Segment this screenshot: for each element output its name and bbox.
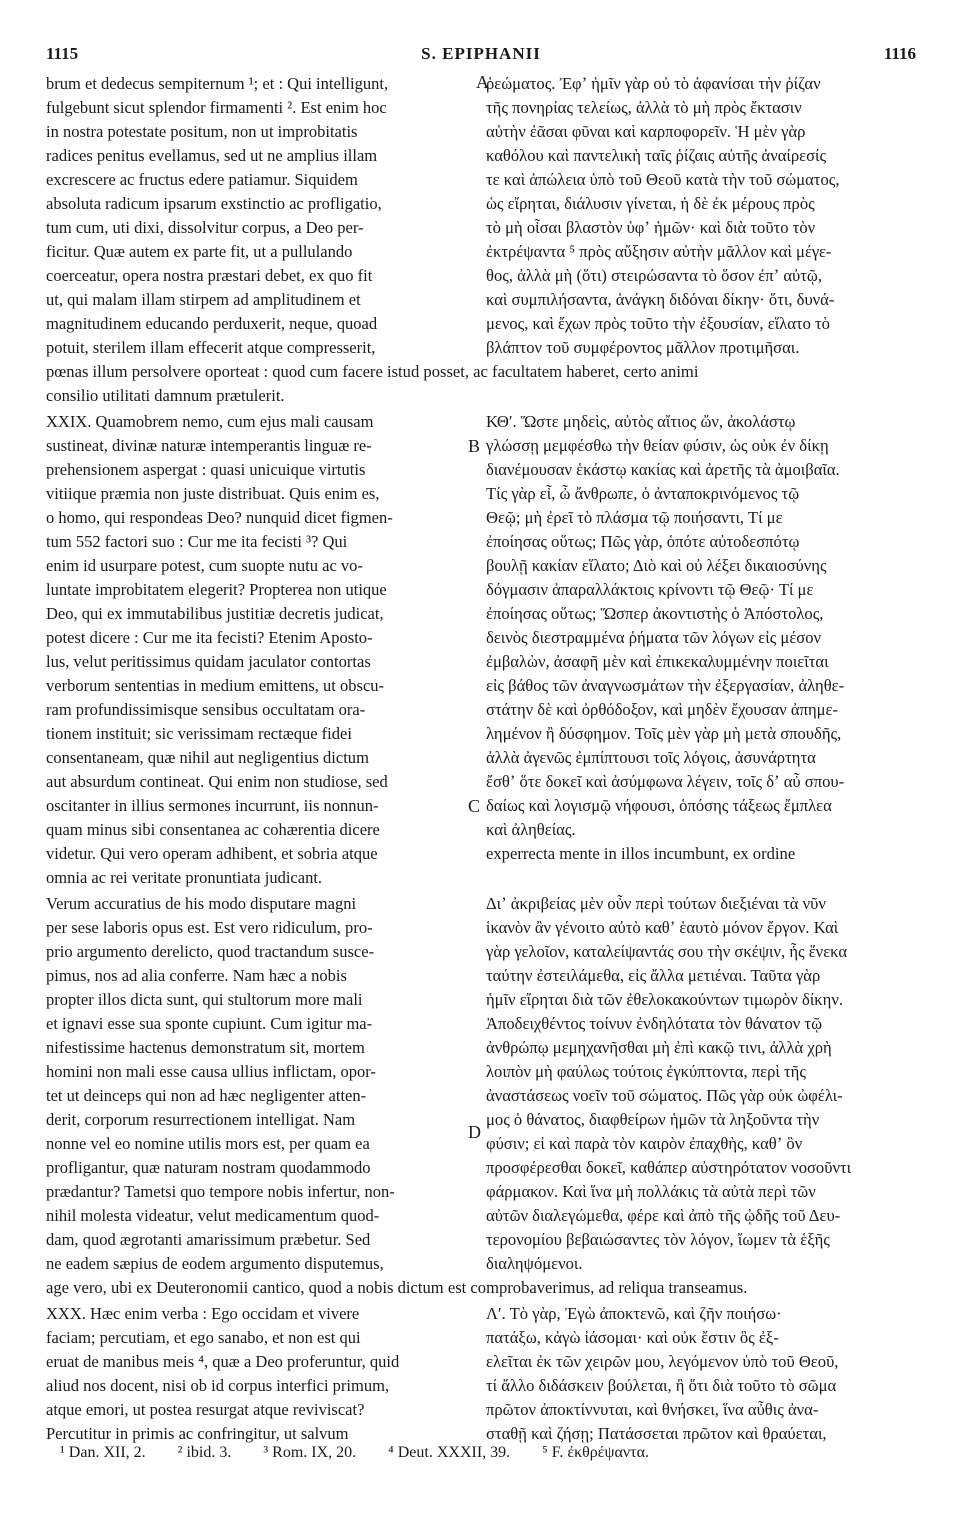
page-header xyxy=(46,44,916,66)
latin-text-line: atque emori, ut postea resurgat atque reviviscat? xyxy=(46,1400,365,1419)
greek-text-line: Διʼ ἀκριβείας μὲν οὖν περὶ τούτων διεξιέναι τὰ νῦν xyxy=(486,894,826,913)
latin-text-line: aliud nos docent, nisi ob id corpus interfici primum, xyxy=(46,1376,390,1395)
greek-text-line: ἡμῖν εἴρηται διὰ τῶν ἐθελοκακούντων τιμωρὸν δίκην. xyxy=(486,990,843,1009)
latin-text-line: nihil molesta videatur, velut medicamentum quod- xyxy=(46,1206,380,1225)
latin-text-line: ut, qui malam illam stirpem ad amplitudinem et xyxy=(46,290,361,309)
latin-text-line: fulgebunt sicut splendor firmamenti ². Est enim hoc xyxy=(46,98,387,117)
greek-text-line: μενος, καὶ ἔχων πρὸς τοῦτο τὴν ἐξουσίαν, εἵλατο τὸ xyxy=(486,314,830,333)
left-page-number: 1115 xyxy=(46,44,79,63)
greek-text-line: ἱκανὸν ἂν γένοιτο αὐτὸ καθʼ ἑαυτὸ μόνον ἔργον. Καὶ xyxy=(486,918,839,937)
greek-text-line: λημένον ἢ δύσφημον. Τοῖς μὲν γὰρ μὴ μετὰ σπουδῆς, xyxy=(486,724,842,743)
latin-text-line: aut absurdum contineat. Qui enim non studiose, sed xyxy=(46,772,388,791)
greek-text-line: γὰρ γελοῖον, καταλείψαντάς σου τὴν σκέψιν, ἧς ἕνεκα xyxy=(486,942,848,961)
greek-text-line: Τίς γὰρ εἶ, ὦ ἄνθρωπε, ὁ ἀνταποκρινόμενος τῷ xyxy=(486,484,800,503)
greek-text-line: δόγμασιν ἀπαραλλάκτοις κρίνοντι τῷ Θεῷ· Τί με xyxy=(486,580,814,599)
latin-text-line: consilio utilitati damnum prætulerit. xyxy=(46,386,285,405)
greek-text-line: εἰς βάθος τῶν ἀναγνωσμάτων τὴν ἐξεργασίαν, ἀληθε- xyxy=(486,676,845,695)
latin-text-line: radices penitus evellamus, sed ut ne amplius illam xyxy=(46,146,378,165)
greek-text-line: ῥεώματος. Ἐφʼ ἡμῖν γὰρ οὐ τὸ ἀφανίσαι τὴν ῥίζαν xyxy=(486,74,821,93)
greek-text-line: αὐτῶν διαλεγώμεθα, φέρε καὶ ἀπὸ τῆς ᾠδῆς τοῦ Δευ- xyxy=(486,1206,841,1225)
greek-text-line: ὡς εἴρηται, διάλυσιν γίνεται, ἡ δὲ ἐκ μέρους πρὸς xyxy=(486,194,815,213)
greek-text-line: φύσιν; εἰ καὶ παρὰ τὸν καιρὸν ἐπαχθὴς, καθʼ ὃν xyxy=(486,1134,803,1153)
greek-text-line: προσφέρεσθαι δοκεῖ, καθάπερ αὐστηρότατον νοσοῦντι xyxy=(486,1158,852,1177)
greek-text-line: Ἀποδειχθέντος τοίνυν ἐνδηλότατα τὸν θάνατον τῷ xyxy=(486,1014,823,1033)
greek-text-line: διανέμουσαν ἑκάστῳ κακίας καὶ ἀρετῆς τὰ ἀμοιβαῖα. xyxy=(486,460,840,479)
greek-text-line: experrecta mente in illos incumbunt, ex ordine xyxy=(486,844,796,863)
footnote: ⁵ F. ἐκθρέψαντα. xyxy=(542,1444,649,1461)
latin-text-line: nifestissime hactenus demonstratum sit, mortem xyxy=(46,1038,365,1057)
greek-text-line: ἀναστάσεως νοεῖν τοῦ σώματος. Πῶς γὰρ οὐκ ὠφέλι- xyxy=(486,1086,843,1105)
section-marker-c: C xyxy=(468,796,481,816)
latin-text-line: Verum accuratius de his modo disputare magni xyxy=(46,894,357,913)
greek-text-line: τῆς πονηρίας τελείως, ἀλλὰ τὸ μὴ πρὸς ἔκτασιν xyxy=(486,98,802,117)
section-marker-b: B xyxy=(468,436,481,456)
latin-text-line: faciam; percutiam, et ego sanabo, et non est qui xyxy=(46,1328,361,1347)
greek-text-line: ελεῖται ἐκ τῶν χειρῶν μου, λεγόμενον ὑπὸ τοῦ Θεοῦ, xyxy=(486,1352,839,1371)
latin-text-line: coerceatur, opera nostra præstari debet, ex quo fit xyxy=(46,266,373,285)
latin-text-line: prædantur? Tametsi quo tempore nobis infertur, non- xyxy=(46,1182,395,1201)
greek-text-line: ἀλλὰ ἀγενῶς ἐμπίπτουσι τοῖς λόγοις, ἀσυνάρτητα xyxy=(486,748,816,767)
footnote: ¹ Dan. XII, 2. xyxy=(60,1444,146,1461)
latin-text-line: potuit, sterilem illam effecerit atque compresserit, xyxy=(46,338,376,357)
greek-text-line: πατάξω, κἀγὼ ἰάσομαι· καὶ οὐκ ἔστιν ὃς ἐξ- xyxy=(486,1328,779,1347)
latin-text-line: excrescere ac fructus edere patiamur. Siquidem xyxy=(46,170,358,189)
greek-text-line: σταθῇ καὶ ζήσῃ; Πατάσσεται πρῶτον καὶ θραύεται, xyxy=(486,1424,827,1443)
latin-text-line: vitiique præmia non juste distribuat. Quis enim es, xyxy=(46,484,380,503)
latin-text-line: videtur. Qui vero operam adhibent, et sobria atque xyxy=(46,844,378,863)
latin-text-line: ram profundissimisque sensibus occultatam ora- xyxy=(46,700,366,719)
greek-text-line: Θεῷ; μὴ ἐρεῖ τὸ πλάσμα τῷ ποιήσαντι, Τί με xyxy=(486,508,783,527)
latin-text-line: lus, velut peritissimus quidam jaculator contortas xyxy=(46,652,371,671)
greek-text-line: ἐποίησας οὕτως; Πῶς γὰρ, ὁπότε αὐτοδεσπότῳ xyxy=(486,532,800,551)
greek-text-line: ἐποίησας οὕτως; Ὥσπερ ἀκοντιστὴς ὁ Ἀπόστολος, xyxy=(486,604,824,623)
footnote: ³ Rom. IX, 20. xyxy=(263,1444,357,1461)
greek-text-line: γλώσσῃ μεμφέσθω τὴν θείαν φύσιν, ὡς οὐκ ἐν δίκῃ xyxy=(486,436,829,455)
greek-text-line: ΚΘʹ. Ὥστε μηδεὶς, αὐτὸς αἴτιος ὤν, ἀκολάστῳ xyxy=(486,412,796,431)
latin-text-line: verborum sententias in medium emittens, ut obscu- xyxy=(46,676,385,695)
full-width-text-line: pœnas illum persolvere oporteat : quod cum facere istud posset, ac facultatem haberet, certo animi xyxy=(46,362,699,381)
greek-text-line: μος ὁ θάνατος, διαφθείρων ἡμῶν τὰ ληξοῦντα τὴν xyxy=(486,1110,820,1129)
latin-text-line: dam, quod ægrotanti amarissimum præbetur. Sed xyxy=(46,1230,371,1249)
latin-text-line: quam minus sibi consentanea ac cohærentia dicere xyxy=(46,820,380,839)
latin-text-line: pimus, nos ad alia conferre. Nam hæc a nobis xyxy=(46,966,347,985)
latin-text-line: homini non mali esse causa ullius inflictam, opor- xyxy=(46,1062,376,1081)
latin-text-line: brum et dedecus sempiternum ¹; et : Qui intelligunt, xyxy=(46,74,389,93)
greek-text-line: βουλῇ κακίαν εἵλατο; Διὸ καὶ οὐ λέξει δικαιοσύνης xyxy=(486,556,827,575)
latin-text-line: prehensionem aspergat : quasi unicuique virtutis xyxy=(46,460,366,479)
greek-text-line: καὶ συμπιλήσαντα, ἀνάγκη διδόναι δίκην· ὅτι, δυνά- xyxy=(486,290,835,309)
greek-text-line: τί ἄλλο διδάσκειν βούλεται, ἢ ὅτι διὰ τοῦτο τὸ σῶμα xyxy=(486,1376,837,1395)
latin-text-line: per sese laboris opus est. Est vero ridiculum, pro- xyxy=(46,918,373,937)
latin-text-line: Percutitur in primis ac confringitur, ut salvum xyxy=(46,1424,349,1443)
greek-text-line: τὸ μὴ οἶσαι βλαστὸν ὑφʼ ἡμῶν· καὶ διὰ τοῦτο τὸν xyxy=(486,218,816,237)
latin-text-line: XXX. Hæc enim verba : Ego occidam et vivere xyxy=(46,1304,360,1323)
greek-text-line: φάρμακον. Καὶ ἵνα μὴ πολλάκις τὰ αὐτὰ περὶ τῶν xyxy=(486,1182,816,1201)
greek-text-line: αὐτὴν ἐᾶσαι φῦναι καὶ καρποφορεῖν. Ἡ μὲν γὰρ xyxy=(486,122,806,141)
latin-text-line: tionem instituit; sic verissimam rectæque fidei xyxy=(46,724,352,743)
latin-text-line: sustineat, divinæ naturæ intemperantis linguæ re- xyxy=(46,436,372,455)
greek-text-line: καὶ ἀληθείας. xyxy=(486,820,576,839)
latin-text-line: o homo, qui respondeas Deo? nunquid dicet figmen- xyxy=(46,508,393,527)
greek-text-line: λοιπὸν μὴ φαύλως τούτοις ἐγκύπτοντα, περὶ τῆς xyxy=(486,1062,806,1081)
greek-text-line: καθόλου καὶ παντελικὴ ταῖς ῥίζαις αὐτῆς ἀναίρεσίς xyxy=(486,146,827,165)
latin-text-line: prio argumento derelicto, quod tractandum susce- xyxy=(46,942,375,961)
footnote: ² ibid. 3. xyxy=(177,1444,232,1461)
latin-text-line: omnia ac rei veritate pronuntiata judicant. xyxy=(46,868,323,887)
greek-text-line: ἐκτρέψαντα ⁵ πρὸς αὔξησιν αὐτὴν μᾶλλον καὶ μέγε- xyxy=(486,242,832,261)
greek-text-line: πρῶτον ἀποκτίννυται, καὶ θνήσκει, ἵνα αὖθις ἀνα- xyxy=(486,1400,819,1419)
latin-text-line: nonne vel eo nomine utilis mors est, per quam ea xyxy=(46,1134,370,1153)
greek-text-line: ἐμβαλὼν, ἀσαφῆ μὲν καὶ ἐπικεκαλυμμένην ποιεῖται xyxy=(486,652,829,671)
latin-text-line: ficitur. Quæ autem ex parte fit, ut a pullulando xyxy=(46,242,353,261)
right-page-number: 1116 xyxy=(883,44,916,63)
latin-text-line: absoluta radicum ipsarum exstinctio ac profligatio, xyxy=(46,194,382,213)
latin-text-line: ne eadem sæpius de eodem argumento disputemus, xyxy=(46,1254,384,1273)
greek-text-line: ταύτην ἐστειλάμεθα, εἰς ἄλλα μετιέναι. Ταῦτα γὰρ xyxy=(486,966,821,985)
latin-text-line: enim id usurpare potest, cum suopte nutu ac vo- xyxy=(46,556,363,575)
greek-text-line: δεινὸς διεστραμμένα ῥήματα τῶν λόγων εἰς μέσον xyxy=(486,628,822,647)
latin-text-line: profligantur, quæ naturam nostram quodammodo xyxy=(46,1158,371,1177)
latin-text-line: in nostra potestate positum, non ut improbitatis xyxy=(46,122,358,141)
greek-text-line: βλάπτον τοῦ συμφέροντος μᾶλλον προτιμῆσαι. xyxy=(486,338,800,357)
greek-text-line: Λʹ. Τὸ γὰρ, Ἐγὼ ἀποκτενῶ, καὶ ζῆν ποιήσω· xyxy=(486,1304,782,1323)
latin-text-line: Deo, qui ex immutabilibus justitiæ decretis judicat, xyxy=(46,604,384,623)
greek-text-line: δαίως καὶ λογισμῷ νήφουσι, ὁπόσης τάξεως ἔμπλεα xyxy=(486,796,832,815)
section-marker-d: D xyxy=(468,1122,481,1142)
latin-text-line: potest dicere : Cur me ita fecisti? Etenim Aposto- xyxy=(46,628,373,647)
greek-text-line: ἀνθρώπῳ μεμηχανῆσθαι μὴ ἐπὶ κακῷ τινι, ἀλλὰ χρὴ xyxy=(486,1038,832,1057)
greek-text-line: τερονομίου βεβαιώσαντες τὸν λόγον, ἴωμεν τὰ ἑξῆς xyxy=(486,1230,830,1249)
latin-text-line: tum 552 factori suo : Cur me ita fecisti ³? Qui xyxy=(46,532,348,551)
full-width-text-line: age vero, ubi ex Deuteronomii cantico, quod a nobis dictum est comprobaverimus, ad reliqua transeamus. xyxy=(46,1278,748,1297)
greek-text-line: τε καὶ ἀπώλεια ὑπὸ τοῦ Θεοῦ κατὰ τὴν τοῦ σώματος, xyxy=(486,170,840,189)
footnotes xyxy=(60,1444,920,1470)
greek-text-line: διαληψόμενοι. xyxy=(486,1254,583,1273)
latin-text-line: tum cum, uti dixi, dissolvitur corpus, a Deo per- xyxy=(46,218,364,237)
latin-text-line: et ignavi esse sua sponte cupiunt. Cum igitur ma- xyxy=(46,1014,373,1033)
greek-text-line: θος, ἀλλὰ μὴ (ὅτι) στειρώσαντα τὸ ὅσον ἐπʼ αὐτῷ, xyxy=(486,266,822,285)
greek-text-line: ἔσθʼ ὅτε δοκεῖ καὶ ἀσύμφωνα λέγειν, τοῖς δʼ αὖ σπου- xyxy=(486,772,845,791)
latin-text-line: XXIX. Quamobrem nemo, cum ejus mali causam xyxy=(46,412,374,431)
latin-text-line: propter illos dicta sunt, qui stultorum more mali xyxy=(46,990,363,1009)
latin-text-line: derit, corporum resurrectionem intelligat. Nam xyxy=(46,1110,356,1129)
latin-text-line: magnitudinem educando perduxerit, neque, quoad xyxy=(46,314,378,333)
greek-text-line: στάτην δὲ καὶ ὀρθόδοξον, καὶ μηδὲν ἔχουσαν ἀπημε- xyxy=(486,700,839,719)
running-title: S. EPIPHANII xyxy=(421,44,541,63)
latin-text-line: luntate improbitatem elegerit? Propterea non utique xyxy=(46,580,387,599)
latin-text-line: consentaneam, quæ nihil aut negligentius dictum xyxy=(46,748,369,767)
latin-text-line: oscitanter in illius sermones incurrunt, iis nonnun- xyxy=(46,796,379,815)
latin-text-line: tet ut deinceps qui non ad hæc negligenter atten- xyxy=(46,1086,367,1105)
section-marker-a: A xyxy=(476,72,489,92)
footnote: ⁴ Deut. XXXII, 39. xyxy=(388,1444,511,1461)
latin-text-line: eruat de manibus meis ⁴, quæ a Deo proferuntur, quid xyxy=(46,1352,400,1371)
